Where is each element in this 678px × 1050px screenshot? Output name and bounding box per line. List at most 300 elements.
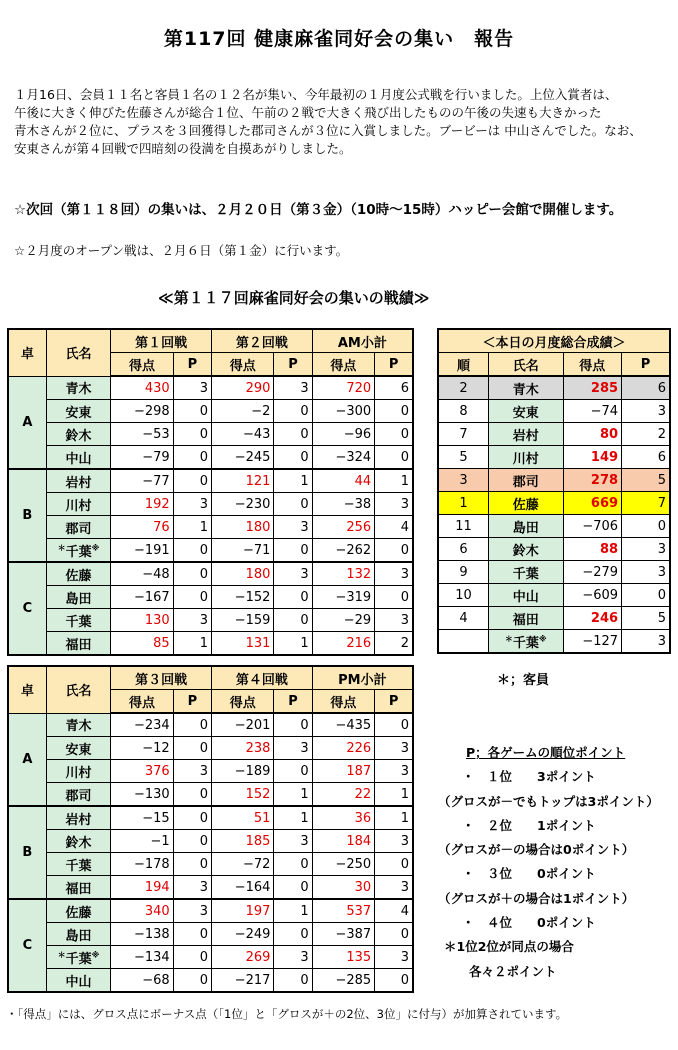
score-cell: −68	[111, 969, 173, 993]
next-meeting-notice: ☆次回（第１１８回）の集いは、２月２０日（第３金）（10時～15時）ハッピー会館で開催します。	[14, 202, 623, 218]
points-cell: 0	[274, 609, 312, 632]
am-results-table	[7, 328, 414, 656]
points-cell: 3	[173, 376, 211, 400]
score-cell: 340	[111, 899, 173, 923]
subtotal-score-cell: −285	[312, 969, 374, 993]
player-name-cell: 千葉	[46, 853, 110, 876]
results-title: ≪第１１７回麻雀同好会の集いの戦績≫	[158, 289, 430, 307]
points-cell: 0	[173, 446, 211, 470]
points-cell: 0	[173, 423, 211, 446]
overall-standings-table	[437, 328, 671, 654]
player-name-cell: 中山	[488, 584, 563, 607]
score-cell: 285	[563, 376, 622, 400]
score-cell: 130	[111, 609, 173, 632]
rank-cell: 1	[438, 492, 488, 515]
rank-cell: 4	[438, 607, 488, 630]
points-cell: 3	[274, 516, 312, 539]
subtotal-score-cell: −324	[312, 446, 374, 470]
standings-row	[438, 446, 670, 469]
legend-line: ・ １位 3ポイント	[462, 769, 596, 785]
col-name: 氏名	[46, 666, 110, 713]
col-score: 得点	[111, 353, 173, 377]
points-cell: 1	[274, 632, 312, 656]
col-p: P	[622, 353, 670, 377]
subtotal-points-cell: 4	[375, 516, 413, 539]
score-cell: −217	[211, 969, 273, 993]
subtotal-score-cell: −38	[312, 493, 374, 516]
points-cell: 2	[622, 423, 670, 446]
subtotal-score-cell: 30	[312, 876, 374, 900]
standings-row	[438, 376, 670, 400]
points-cell: 0	[274, 446, 312, 470]
col-points: P	[173, 353, 211, 377]
rank-cell	[438, 630, 488, 654]
score-cell: −138	[111, 923, 173, 946]
rank-cell: 2	[438, 376, 488, 400]
points-cell: 3	[622, 400, 670, 423]
subtotal-score-cell: −29	[312, 609, 374, 632]
subtotal-score-cell: 184	[312, 830, 374, 853]
legend-line: ・ ３位 0ポイント	[462, 866, 596, 882]
subtotal-points-cell: 0	[375, 446, 413, 470]
score-cell: 269	[211, 946, 273, 969]
col-table: 卓	[8, 329, 46, 376]
table-row	[8, 423, 413, 446]
table-row	[8, 376, 413, 400]
points-cell: 0	[622, 515, 670, 538]
player-name-cell	[46, 946, 110, 969]
points-cell: 0	[173, 806, 211, 830]
points-cell: 1	[173, 632, 211, 656]
player-name-cell: 岩村	[488, 423, 563, 446]
subtotal-points-cell: 3	[375, 830, 413, 853]
points-cell: 0	[173, 586, 211, 609]
overall-title: ＜本日の月度総合成績＞	[438, 329, 670, 353]
table-row	[8, 853, 413, 876]
standings-row	[438, 607, 670, 630]
player-name-cell: 郡司	[46, 516, 110, 539]
legend-line: ・ ２位 1ポイント	[462, 817, 596, 833]
standings-row	[438, 492, 670, 515]
score-cell: −201	[211, 713, 273, 737]
score-cell: 430	[111, 376, 173, 400]
player-name-cell: 島田	[488, 515, 563, 538]
score-cell: −43	[211, 423, 273, 446]
col-points: P	[274, 353, 312, 377]
table-row	[8, 946, 413, 969]
standings-row	[438, 561, 670, 584]
col-rank: 順	[438, 353, 488, 377]
score-cell: 121	[211, 469, 273, 493]
score-cell: −77	[111, 469, 173, 493]
player-name-cell: 島田	[46, 586, 110, 609]
subtotal-points-cell: 0	[375, 923, 413, 946]
player-name-cell: 青木	[46, 376, 110, 400]
table-row	[8, 830, 413, 853]
points-cell: 0	[274, 423, 312, 446]
score-cell: −189	[211, 760, 273, 783]
subtotal-points-cell: 3	[375, 562, 413, 586]
points-cell: 0	[274, 400, 312, 423]
points-cell: 0	[173, 946, 211, 969]
table-row	[8, 876, 413, 900]
points-cell: 3	[622, 561, 670, 584]
score-cell: 80	[563, 423, 622, 446]
subtotal-points-cell: 0	[375, 713, 413, 737]
table-label: A	[8, 376, 46, 469]
player-name: 千葉	[65, 544, 92, 560]
page-title: 第117回 健康麻雀同好会の集い 報告	[163, 28, 515, 50]
table-row	[8, 969, 413, 993]
player-name-cell: 川村	[46, 493, 110, 516]
rank-cell: 9	[438, 561, 488, 584]
table-row	[8, 586, 413, 609]
intro-line: 安東さんが第４回戦で四暗刻の役満を自摸あがりしました。	[14, 141, 352, 156]
subtotal-score-cell: 22	[312, 783, 374, 807]
col-score: 得点	[312, 353, 374, 377]
score-cell: 197	[211, 899, 273, 923]
player-name-cell: 福田	[46, 632, 110, 656]
player-name-cell: 安東	[488, 400, 563, 423]
guest-mark: ※	[538, 634, 547, 644]
col-score: 得点	[111, 690, 173, 714]
points-cell: 3	[173, 493, 211, 516]
intro-paragraph	[14, 86, 666, 158]
points-cell: 0	[274, 876, 312, 900]
table-row	[8, 923, 413, 946]
guest-note: ＊；客員	[497, 673, 550, 688]
subtotal-score-cell: 226	[312, 737, 374, 760]
score-cell: 194	[111, 876, 173, 900]
points-cell: 1	[274, 899, 312, 923]
standings-row	[438, 400, 670, 423]
subtotal-score-cell: −319	[312, 586, 374, 609]
points-cell: 0	[173, 737, 211, 760]
player-name-cell: 佐藤	[46, 562, 110, 586]
player-name-cell: 福田	[46, 876, 110, 900]
points-cell: 0	[173, 923, 211, 946]
subtotal-score-cell: 36	[312, 806, 374, 830]
subtotal-score-cell: 135	[312, 946, 374, 969]
subtotal-points-cell: 0	[375, 423, 413, 446]
subtotal-points-cell: 1	[375, 806, 413, 830]
score-cell: −1	[111, 830, 173, 853]
standings-row	[438, 584, 670, 607]
player-name-cell: 安東	[46, 737, 110, 760]
points-legend	[438, 741, 659, 984]
col-name: 氏名	[488, 353, 563, 377]
player-name-cell	[46, 539, 110, 563]
table-label: B	[8, 806, 46, 899]
standings-row	[438, 423, 670, 446]
intro-line: 午後に大きく伸びた佐藤さんが総合１位、午前の２戦で大きく飛び出したものの午後の失速も大きかった	[14, 105, 602, 120]
points-cell: 3	[173, 760, 211, 783]
subtotal-score-cell: −250	[312, 853, 374, 876]
score-cell: 131	[211, 632, 273, 656]
table-row	[8, 609, 413, 632]
score-cell: 149	[563, 446, 622, 469]
table-row	[8, 446, 413, 470]
subtotal-score-cell: −300	[312, 400, 374, 423]
standings-row	[438, 630, 670, 654]
subtotal-points-cell: 0	[375, 586, 413, 609]
player-name-cell: 郡司	[46, 783, 110, 807]
points-cell: 1	[274, 806, 312, 830]
score-cell: −298	[111, 400, 173, 423]
subtotal-points-cell: 3	[375, 737, 413, 760]
player-name-cell: 佐藤	[488, 492, 563, 515]
points-cell: 3	[173, 876, 211, 900]
points-cell: 1	[173, 516, 211, 539]
subtotal-score-cell: −387	[312, 923, 374, 946]
table-row	[8, 806, 413, 830]
subtotal-score-cell: −435	[312, 713, 374, 737]
subtotal-score-cell: 256	[312, 516, 374, 539]
score-cell: −159	[211, 609, 273, 632]
table-row	[8, 516, 413, 539]
score-cell: 669	[563, 492, 622, 515]
open-match-notice: ☆２月度のオープン戦は、２月６日（第１金）に行います。	[14, 243, 349, 258]
score-cell: 76	[111, 516, 173, 539]
player-name-cell: 島田	[46, 923, 110, 946]
score-cell: −152	[211, 586, 273, 609]
legend-line: （グロスが－の場合は0ポイント）	[438, 842, 635, 858]
score-cell: −230	[211, 493, 273, 516]
score-cell: −134	[111, 946, 173, 969]
col-game: 第１回戦	[111, 329, 212, 353]
score-cell: −74	[563, 400, 622, 423]
player-name-cell: 鈴木	[46, 423, 110, 446]
col-score: 得点	[312, 690, 374, 714]
player-name: 千葉	[65, 951, 92, 967]
score-cell: −609	[563, 584, 622, 607]
subtotal-points-cell: 0	[375, 853, 413, 876]
legend-line: （グロスが＋の場合は1ポイント）	[438, 890, 635, 906]
score-cell: −72	[211, 853, 273, 876]
subtotal-points-cell: 3	[375, 946, 413, 969]
score-cell: 246	[563, 607, 622, 630]
player-name-cell: 中山	[46, 969, 110, 993]
score-cell: −234	[111, 713, 173, 737]
subtotal-points-cell: 0	[375, 400, 413, 423]
legend-line: 各々２ポイント	[444, 963, 557, 979]
points-cell: 0	[173, 713, 211, 737]
subtotal-points-cell: 4	[375, 899, 413, 923]
subtotal-points-cell: 2	[375, 632, 413, 656]
rank-cell: 6	[438, 538, 488, 561]
subtotal-score-cell: −262	[312, 539, 374, 563]
points-cell: 3	[274, 830, 312, 853]
subtotal-score-cell: −96	[312, 423, 374, 446]
points-cell: 0	[274, 493, 312, 516]
points-cell: 5	[622, 469, 670, 492]
player-name-cell: 岩村	[46, 806, 110, 830]
score-cell: −706	[563, 515, 622, 538]
table-label: C	[8, 899, 46, 992]
guest-mark: ※	[91, 543, 100, 553]
player-name-cell: 鈴木	[488, 538, 563, 561]
score-cell: −2	[211, 400, 273, 423]
col-points: P	[173, 690, 211, 714]
col-points: P	[375, 353, 413, 377]
rank-cell: 7	[438, 423, 488, 446]
subtotal-score-cell: 720	[312, 376, 374, 400]
points-cell: 0	[173, 562, 211, 586]
subtotal-points-cell: 0	[375, 539, 413, 563]
guest-mark: ＊	[504, 634, 513, 644]
points-cell: 3	[173, 899, 211, 923]
player-name-cell: 福田	[488, 607, 563, 630]
col-score: 得点	[563, 353, 622, 377]
subtotal-score-cell: 132	[312, 562, 374, 586]
table-row	[8, 899, 413, 923]
subtotal-score-cell: 187	[312, 760, 374, 783]
legend-line: （グロスが－でもトップは3ポイント）	[438, 793, 659, 809]
points-cell: 1	[274, 469, 312, 493]
col-game: 第３回戦	[111, 666, 212, 690]
col-score: 得点	[211, 353, 273, 377]
rank-cell: 10	[438, 584, 488, 607]
score-cell: 185	[211, 830, 273, 853]
score-cell: 152	[211, 783, 273, 807]
score-cell: 180	[211, 562, 273, 586]
player-name-cell: 青木	[46, 713, 110, 737]
table-row	[8, 493, 413, 516]
points-cell: 3	[274, 737, 312, 760]
player-name-cell: 佐藤	[46, 899, 110, 923]
table-row	[8, 469, 413, 493]
subtotal-points-cell: 0	[375, 969, 413, 993]
standings-row	[438, 538, 670, 561]
score-cell: −130	[111, 783, 173, 807]
col-subtotal: PM小計	[312, 666, 413, 690]
points-cell: 0	[274, 760, 312, 783]
subtotal-score-cell: 537	[312, 899, 374, 923]
footer-note: ・「得点」には、グロス点にボーナス点（「1位」と「グロスが＋の2位、3位」に付与）が加算されています。	[6, 1007, 568, 1021]
player-name-cell: 川村	[488, 446, 563, 469]
score-cell: −127	[563, 630, 622, 654]
col-game: 第４回戦	[211, 666, 312, 690]
score-cell: −12	[111, 737, 173, 760]
subtotal-points-cell: 3	[375, 609, 413, 632]
points-cell: 7	[622, 492, 670, 515]
subtotal-points-cell: 3	[375, 493, 413, 516]
intro-line: 青木さんが２位に、プラスを３回獲得した郡司さんが３位に入賞しました。ブービーは 中山さんでした。なお、	[14, 123, 642, 138]
points-cell: 0	[173, 969, 211, 993]
standings-row	[438, 469, 670, 492]
score-cell: −164	[211, 876, 273, 900]
points-cell: 3	[274, 376, 312, 400]
score-cell: −48	[111, 562, 173, 586]
score-cell: 290	[211, 376, 273, 400]
col-points: P	[274, 690, 312, 714]
points-cell: 0	[173, 853, 211, 876]
subtotal-score-cell: 216	[312, 632, 374, 656]
points-cell: 0	[274, 923, 312, 946]
score-cell: 85	[111, 632, 173, 656]
rank-cell: 5	[438, 446, 488, 469]
player-name-cell: 郡司	[488, 469, 563, 492]
standings-row	[438, 515, 670, 538]
player-name-cell: 青木	[488, 376, 563, 400]
table-row	[8, 539, 413, 563]
subtotal-points-cell: 6	[375, 376, 413, 400]
table-label: B	[8, 469, 46, 562]
points-cell: 3	[274, 562, 312, 586]
player-name-cell: 安東	[46, 400, 110, 423]
legend-line: ＊1位2位が同点の場合	[444, 939, 574, 955]
rank-cell: 8	[438, 400, 488, 423]
points-cell: 0	[274, 586, 312, 609]
intro-line: １月16日、会員１１名と客員１名の１２名が集い、今年最初の１月度公式戦を行いました。上位入賞者は、	[14, 87, 618, 102]
points-cell: 3	[622, 630, 670, 654]
score-cell: 180	[211, 516, 273, 539]
table-row	[8, 562, 413, 586]
col-table: 卓	[8, 666, 46, 713]
col-subtotal: AM小計	[312, 329, 413, 353]
points-cell: 0	[173, 783, 211, 807]
rank-cell: 11	[438, 515, 488, 538]
points-cell: 0	[173, 400, 211, 423]
score-cell: −191	[111, 539, 173, 563]
score-cell: 238	[211, 737, 273, 760]
legend-title: P；各ゲームの順位ポイント	[466, 745, 626, 760]
player-name-cell: 千葉	[46, 609, 110, 632]
table-row	[8, 400, 413, 423]
score-cell: 51	[211, 806, 273, 830]
score-cell: 192	[111, 493, 173, 516]
col-name: 氏名	[46, 329, 110, 376]
score-cell: −53	[111, 423, 173, 446]
col-points: P	[375, 690, 413, 714]
points-cell: 5	[622, 607, 670, 630]
points-cell: 3	[622, 538, 670, 561]
score-cell: −15	[111, 806, 173, 830]
score-cell: 88	[563, 538, 622, 561]
table-label: A	[8, 713, 46, 806]
score-cell: 376	[111, 760, 173, 783]
score-cell: −178	[111, 853, 173, 876]
score-cell: −279	[563, 561, 622, 584]
points-cell: 0	[274, 969, 312, 993]
score-cell: −249	[211, 923, 273, 946]
table-row	[8, 713, 413, 737]
table-row	[8, 760, 413, 783]
score-cell: −245	[211, 446, 273, 470]
table-row	[8, 632, 413, 656]
points-cell: 0	[274, 713, 312, 737]
player-name-cell: 鈴木	[46, 830, 110, 853]
subtotal-points-cell: 3	[375, 876, 413, 900]
score-cell: −167	[111, 586, 173, 609]
player-name-cell: 中山	[46, 446, 110, 470]
player-name-cell: 岩村	[46, 469, 110, 493]
points-cell: 0	[274, 539, 312, 563]
subtotal-points-cell: 3	[375, 760, 413, 783]
guest-mark: ＊	[57, 543, 66, 553]
subtotal-points-cell: 1	[375, 469, 413, 493]
points-cell: 0	[173, 539, 211, 563]
player-name-cell: 川村	[46, 760, 110, 783]
points-cell: 0	[622, 584, 670, 607]
legend-line: ・ ４位 0ポイント	[462, 915, 596, 931]
points-cell: 0	[173, 469, 211, 493]
points-cell: 3	[274, 946, 312, 969]
col-score: 得点	[211, 690, 273, 714]
score-cell: −79	[111, 446, 173, 470]
points-cell: 0	[173, 830, 211, 853]
rank-cell: 3	[438, 469, 488, 492]
